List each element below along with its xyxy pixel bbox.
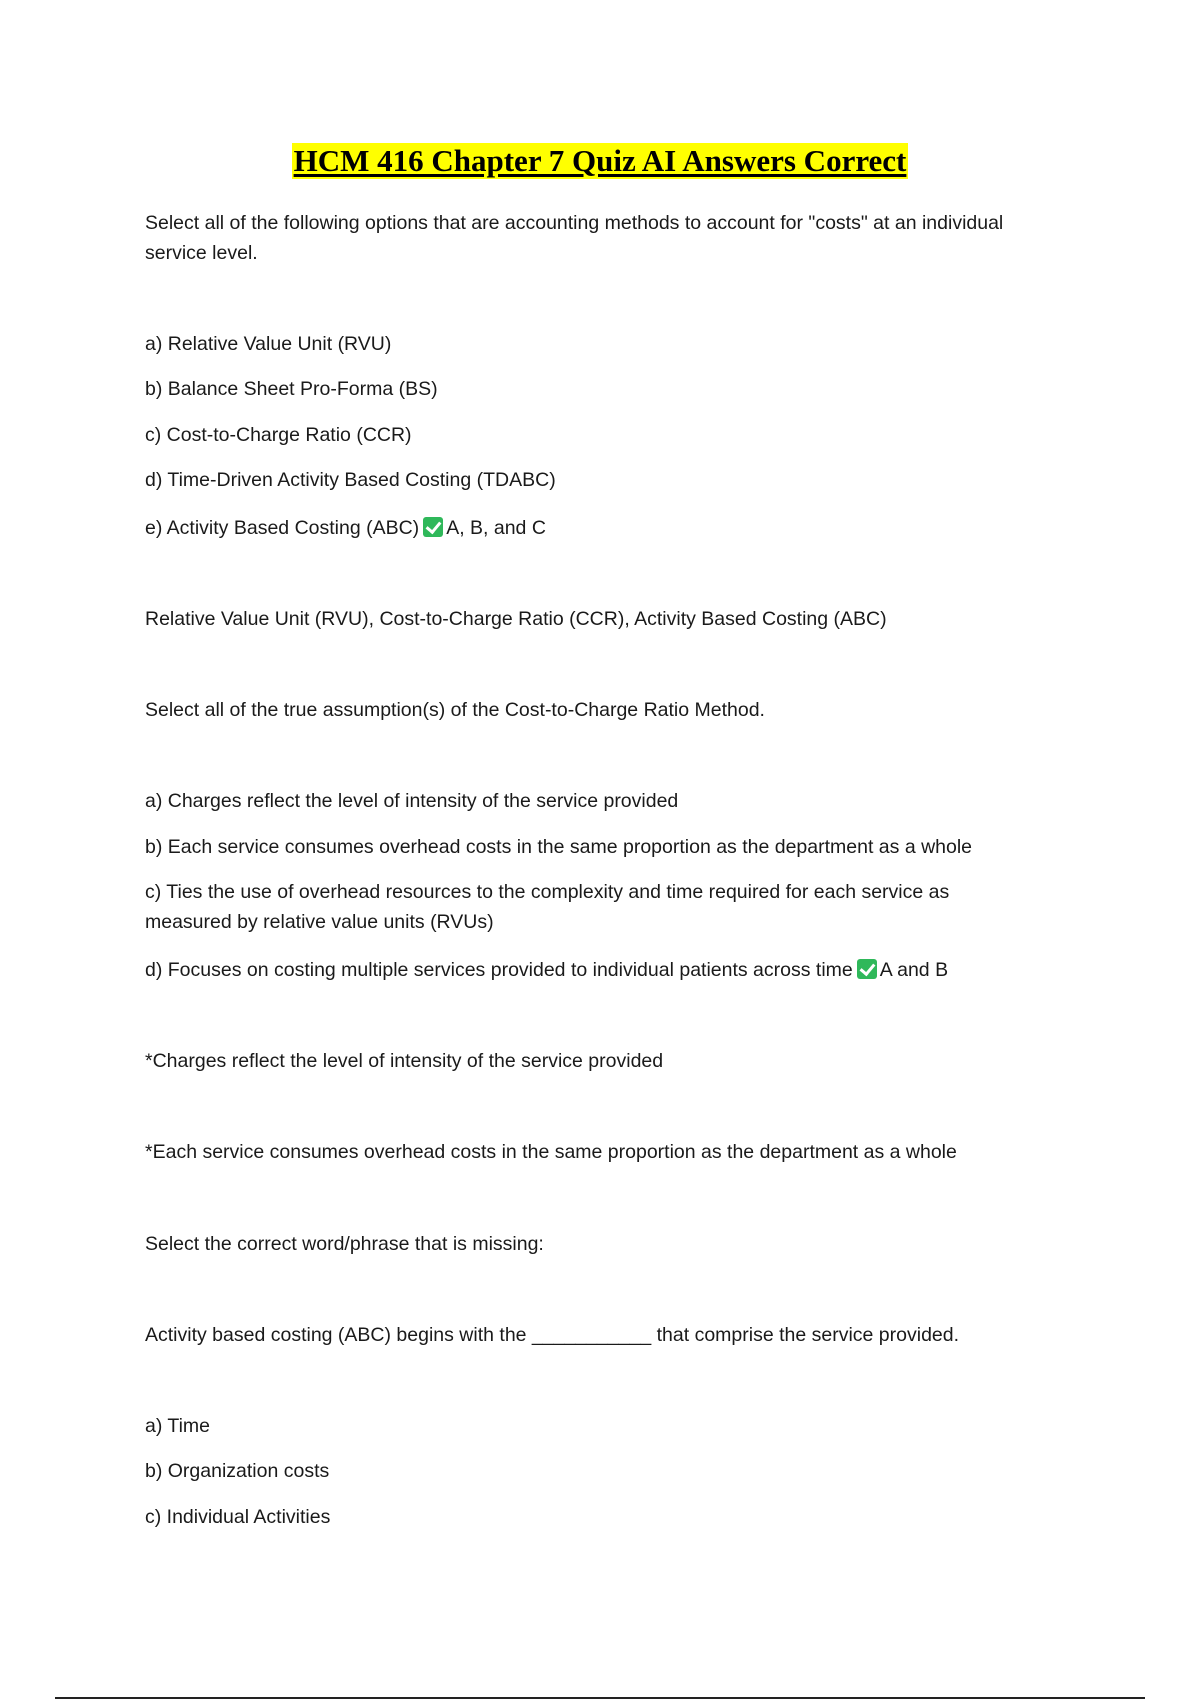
q2-explanation-2: *Each service consumes overhead costs in the same proportion as the department as a whole — [145, 1141, 957, 1163]
q1-option-e-row — [145, 513, 1065, 543]
q3-sentence: Activity based costing (ABC) begins with the ___________ that comprise the service provided. — [145, 1324, 960, 1346]
q3-option-a: a) Time — [145, 1415, 211, 1437]
q2-option-d: d) Focuses on costing multiple services provided to individual patients across time — [145, 959, 853, 981]
checkmark-icon — [423, 517, 443, 537]
q2-prompt: Select all of the true assumption(s) of the Cost-to-Charge Ratio Method. — [145, 699, 765, 721]
q3-option-c: c) Individual Activities — [145, 1506, 331, 1528]
q1-answer-key: A, B, and C — [446, 517, 546, 539]
q1-option-c: c) Cost-to-Charge Ratio (CCR) — [145, 424, 412, 446]
q3-option-b: b) Organization costs — [145, 1460, 330, 1482]
q1-option-d: d) Time-Driven Activity Based Costing (TDABC) — [145, 469, 556, 491]
q2-option-a: a) Charges reflect the level of intensity of the service provided — [145, 790, 679, 812]
q2-option-c: c) Ties the use of overhead resources to the complexity and time required for each service as measured by relative value units (RVUs) — [145, 881, 950, 933]
q1-explanation: Relative Value Unit (RVU), Cost-to-Charge Ratio (CCR), Activity Based Costing (ABC) — [145, 608, 887, 630]
q1-option-b: b) Balance Sheet Pro-Forma (BS) — [145, 378, 438, 400]
checkmark-icon — [857, 959, 877, 979]
q2-option-b: b) Each service consumes overhead costs in the same proportion as the department as a whole — [145, 836, 973, 858]
q2-answer-key: A and B — [879, 959, 949, 981]
q3-prompt: Select the correct word/phrase that is missing: — [145, 1233, 544, 1255]
footer-divider — [55, 1697, 1145, 1699]
q1-prompt: Select all of the following options that are accounting methods to account for "costs" at an individual service level. — [145, 212, 1004, 264]
q1-option-e: e) Activity Based Costing (ABC) — [145, 517, 420, 539]
q2-option-d-row — [145, 955, 1065, 985]
page-title: HCM 416 Chapter 7 Quiz AI Answers Correct — [293, 143, 907, 178]
q2-explanation-1: *Charges reflect the level of intensity of the service provided — [145, 1050, 664, 1072]
q1-option-a: a) Relative Value Unit (RVU) — [145, 333, 392, 355]
title-container — [0, 143, 1200, 179]
